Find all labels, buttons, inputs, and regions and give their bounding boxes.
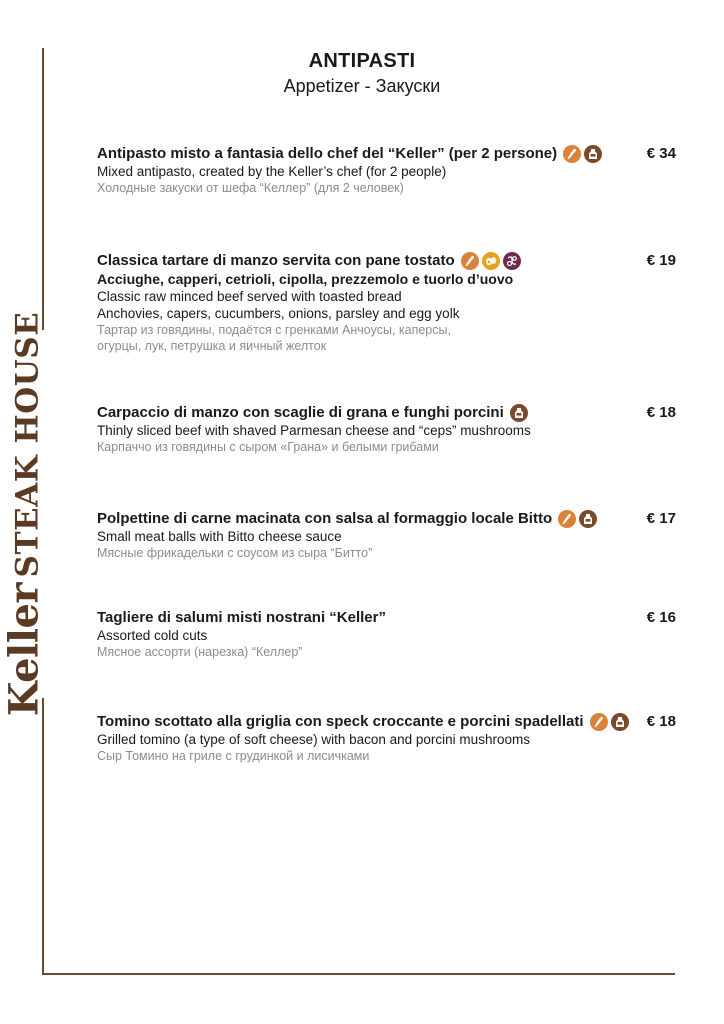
item-description-english: Small meat balls with Bitto cheese sauce <box>97 529 342 544</box>
item-name-italian: Antipasto misto a fantasia dello chef del “Keller” (per 2 persone) <box>97 145 558 162</box>
menu-item <box>97 608 687 660</box>
item-ingredients-english: Anchovies, capers, cucumbers, onions, parsley and egg yolk <box>97 306 460 321</box>
item-price: € 34 <box>646 145 676 162</box>
dairy-milk-icon <box>510 404 528 422</box>
item-description-english: Grilled tomino (a type of soft cheese) with bacon and porcini mushrooms <box>97 732 530 747</box>
item-price: € 18 <box>646 713 676 730</box>
item-description-english: Mixed antipasto, created by the Keller’s chef (for 2 people) <box>97 164 447 179</box>
item-description-russian-cont: огурцы, лук, петрушка и яичный желток <box>97 339 327 353</box>
item-price: € 18 <box>646 404 676 421</box>
item-name-italian: Tagliere di salumi misti nostrani “Keller” <box>97 609 386 626</box>
item-description-russian: Карпаччо из говядины с сыром «Грана» и белыми грибами <box>97 440 439 454</box>
item-description-russian: Тартар из говядины, подаётся с гренками Анчоусы, каперсы, <box>97 323 451 337</box>
menu-item <box>97 251 687 354</box>
frame-bottom-border <box>42 973 675 975</box>
item-description-english: Classic raw minced beef served with toasted bread <box>97 289 402 304</box>
item-price: € 16 <box>646 609 676 626</box>
item-name-italian: Tomino scottato alla griglia con speck croccante e porcini spadellati <box>97 713 584 730</box>
item-name-italian: Polpettine di carne macinata con salsa al formaggio locale Bitto <box>97 510 553 527</box>
item-description-russian: Сыр Томино на гриле с грудинкой и лисичками <box>97 749 370 763</box>
item-description-russian: Мясные фрикадельки с соусом из сыра “Битто” <box>97 546 373 560</box>
section-subtitle: Appetizer - Закуски <box>283 76 441 96</box>
dairy-milk-icon <box>584 145 602 163</box>
brand-tagline: STEAK HOUSE <box>9 311 46 578</box>
menu-item <box>97 712 687 764</box>
item-price: € 17 <box>646 510 676 527</box>
item-name-italian: Classica tartare di manzo servita con pane tostato <box>97 252 455 269</box>
gluten-wheat-icon <box>590 713 608 731</box>
egg-icon <box>482 252 500 270</box>
section-title: ANTIPASTI <box>308 50 416 72</box>
item-description-english: Thinly sliced beef with shaved Parmesan cheese and “ceps” mushrooms <box>97 423 531 438</box>
allergen-icons <box>590 713 629 731</box>
menu-item <box>97 509 687 561</box>
gluten-wheat-icon <box>558 510 576 528</box>
brand-logo <box>1 312 48 717</box>
allergen-icons <box>558 510 597 528</box>
gluten-wheat-icon <box>461 252 479 270</box>
brand-name: Keller <box>0 583 48 717</box>
menu-header <box>0 50 724 97</box>
menu-item <box>97 403 687 455</box>
item-price: € 19 <box>646 252 676 269</box>
item-description-russian: Мясное ассорти (нарезка) “Келлер” <box>97 645 303 659</box>
item-title-row <box>97 712 687 731</box>
menu-item <box>97 144 687 196</box>
dairy-milk-icon <box>579 510 597 528</box>
item-ingredients-italian: Acciughe, capperi, cetrioli, cipolla, prezzemolo e tuorlo d’uovo <box>97 271 514 287</box>
allergen-icons <box>510 404 528 422</box>
item-name-italian: Carpaccio di manzo con scaglie di grana e funghi porcini <box>97 404 504 421</box>
allergen-icons <box>461 252 521 270</box>
item-title-row <box>97 509 687 528</box>
item-title-row <box>97 251 687 270</box>
dairy-milk-icon <box>611 713 629 731</box>
allergen-icons <box>563 145 602 163</box>
item-title-row <box>97 403 687 422</box>
gluten-wheat-icon <box>563 145 581 163</box>
fish-icon <box>503 252 521 270</box>
item-title-row <box>97 144 687 163</box>
item-description-english: Assorted cold cuts <box>97 628 208 643</box>
item-title-row <box>97 608 687 627</box>
item-description-russian: Холодные закуски от шефа “Келлер” (для 2 человек) <box>97 181 404 195</box>
